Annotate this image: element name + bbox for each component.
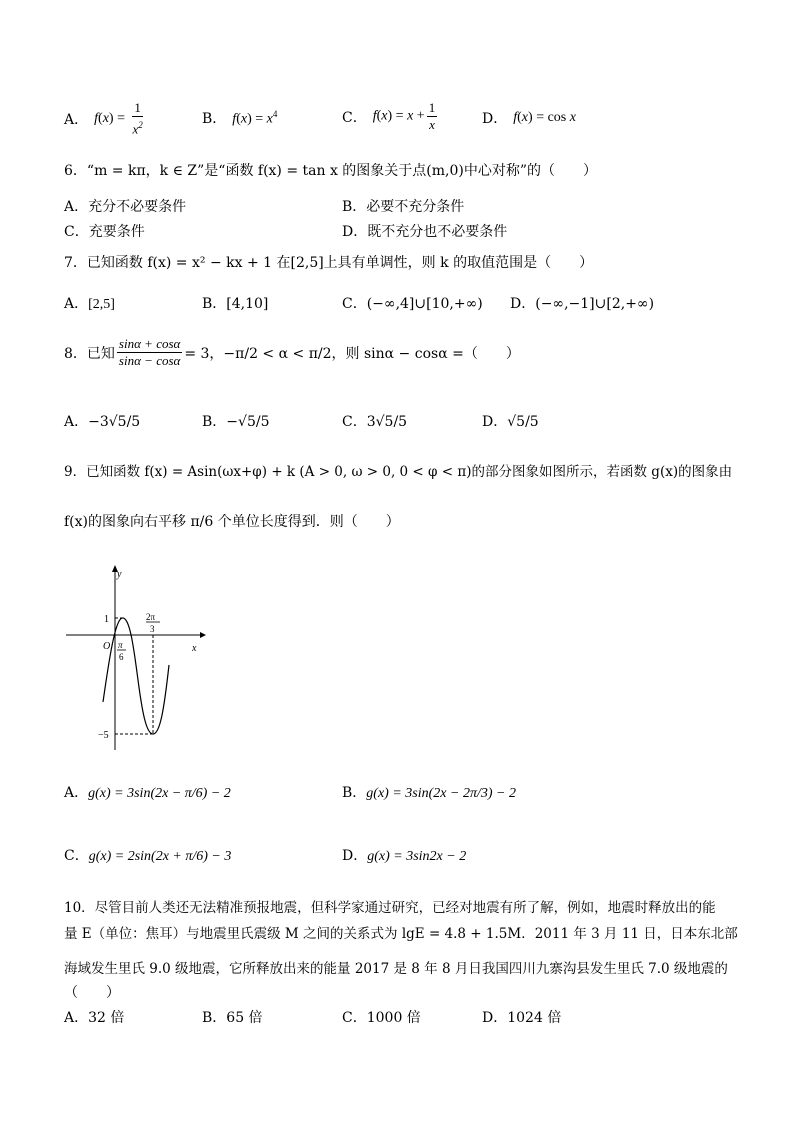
q8-option-d bbox=[482, 411, 539, 431]
q9-stem-line2: f(x)的图象向右平移 π/6 个单位长度得到．则（ ） bbox=[64, 514, 400, 530]
q6-option-a bbox=[64, 196, 186, 216]
option-label: C． bbox=[64, 224, 89, 240]
y-tick-max-label: 1 bbox=[104, 614, 109, 625]
option-label: A． bbox=[64, 111, 89, 128]
q8-option-a bbox=[64, 411, 140, 431]
option-text: g(x) = 3sin2x − 2 bbox=[367, 849, 467, 864]
q10-option-d bbox=[482, 1007, 561, 1027]
q7-option-b bbox=[202, 293, 268, 313]
q7-option-a bbox=[64, 293, 115, 313]
q10-option-b bbox=[202, 1007, 263, 1027]
option-text: (−∞,4]∪[10,+∞) bbox=[366, 296, 483, 312]
q9-option-d bbox=[342, 845, 466, 865]
q5-option-a bbox=[64, 100, 147, 137]
option-text: g(x) = 2sin(2x + π/6) − 3 bbox=[88, 849, 232, 864]
x-tick-pi6-numerator: π bbox=[118, 640, 123, 650]
option-label: B． bbox=[202, 111, 227, 127]
x-axis-label: x bbox=[192, 643, 197, 654]
q7-option-d bbox=[510, 293, 654, 313]
option-expr: f(x) = cos x bbox=[513, 110, 576, 125]
q9-function-graph bbox=[60, 560, 220, 760]
q10-option-a bbox=[64, 1007, 124, 1027]
q10-line4: （ ） bbox=[64, 985, 120, 1001]
option-text: [2,5] bbox=[88, 297, 115, 312]
q5-option-d bbox=[482, 108, 576, 128]
option-label: C． bbox=[342, 296, 367, 312]
option-text: √5/5 bbox=[507, 414, 539, 430]
q8-fraction-denominator: sinα − cosα bbox=[118, 353, 181, 368]
q5-option-b bbox=[202, 108, 277, 128]
q7-stem: 7．已知函数 f(x) = x² − kx + 1 在[2,5]上具有单调性，则 k 的取值范围是（ ） bbox=[64, 255, 594, 271]
option-text: −3√5/5 bbox=[88, 414, 141, 430]
option-text: (−∞,−1]∪[2,+∞) bbox=[535, 296, 655, 312]
q8-stem bbox=[64, 336, 520, 369]
option-text: [4,10] bbox=[226, 296, 269, 312]
option-label: C． bbox=[342, 109, 367, 126]
option-label: A． bbox=[64, 296, 89, 312]
option-label: D． bbox=[342, 848, 368, 864]
option-text: 充要条件 bbox=[88, 224, 145, 240]
x-tick-2pi3-denominator: 3 bbox=[150, 624, 155, 634]
option-label: C． bbox=[64, 848, 89, 864]
q6-stem: 6．“m = kπ，k ∈ Z”是“函数 f(x) = tan x 的图象关于点(m,0)中心对称”的（ ） bbox=[64, 163, 598, 179]
option-text: 必要不充分条件 bbox=[366, 199, 465, 215]
q8-option-c bbox=[342, 411, 407, 431]
option-label: A． bbox=[64, 199, 89, 215]
option-label: B． bbox=[342, 199, 367, 215]
q5-option-c bbox=[342, 100, 439, 133]
x-tick-pi6-denominator: 6 bbox=[119, 652, 124, 662]
q6-option-c bbox=[64, 221, 145, 241]
y-axis-label: y bbox=[117, 569, 122, 580]
option-expr: f(x) = x + $\frac{1}{x}$ bbox=[372, 100, 436, 132]
option-text: 3√5/5 bbox=[366, 414, 408, 430]
option-label: D． bbox=[510, 296, 536, 312]
option-label: A． bbox=[64, 1010, 89, 1026]
option-label: C． bbox=[342, 1010, 367, 1026]
q6-option-b bbox=[342, 196, 464, 216]
option-text: g(x) = 3sin(2x − π/6) − 2 bbox=[88, 786, 231, 801]
q6-option-d bbox=[342, 221, 507, 241]
option-label: C． bbox=[342, 414, 367, 430]
option-text: g(x) = 3sin(2x − 2π/3) − 2 bbox=[366, 786, 516, 801]
option-label: D． bbox=[342, 224, 368, 240]
y-tick-min-label: −5 bbox=[98, 730, 109, 741]
origin-label: O bbox=[103, 641, 111, 652]
option-label: D． bbox=[482, 414, 508, 430]
q10-option-c bbox=[342, 1007, 421, 1027]
option-label: D． bbox=[482, 1010, 508, 1026]
q10-line3: 海域发生里氏 9.0 级地震，它所释放出来的能量 2017 是 8 年 8 月日我国四川九寨沟县发生里氏 7.0 级地震的 bbox=[64, 961, 728, 977]
x-tick-2pi3-numerator: 2π bbox=[146, 612, 156, 622]
option-label: B． bbox=[202, 414, 227, 430]
q8-fraction-numerator: sinα + cosα bbox=[118, 336, 181, 351]
q9-option-a bbox=[64, 782, 231, 802]
option-text: 65 倍 bbox=[226, 1010, 263, 1026]
option-expr: $f(x) = x^4$ bbox=[232, 108, 278, 127]
option-label: A． bbox=[64, 414, 89, 430]
q10-line2: 量 E（单位：焦耳）与地震里氏震级 M 之间的关系式为 lgE = 4.8 + 1.5M．2011 年 3 月 11 日，日本东北部 bbox=[64, 926, 738, 942]
option-text: 充分不必要条件 bbox=[88, 199, 187, 215]
option-text: 既不充分也不必要条件 bbox=[367, 224, 508, 240]
x-axis-arrow-icon bbox=[200, 632, 206, 638]
q8-stem-prefix: 8．已知 bbox=[64, 345, 115, 362]
q9-option-b bbox=[342, 782, 516, 802]
q9-stem-line1: 9．已知函数 f(x) = Asin(ωx+φ) + k (A > 0, ω > 0, 0 < φ < π)的部分图象如图所示，若函数 g(x)的图象由 bbox=[64, 464, 733, 480]
q8-option-b bbox=[202, 411, 269, 431]
option-label: B． bbox=[342, 785, 367, 801]
option-text: 1024 倍 bbox=[507, 1010, 562, 1026]
option-label: B． bbox=[202, 1010, 227, 1026]
option-label: D． bbox=[482, 111, 508, 127]
option-text: −√5/5 bbox=[226, 414, 270, 430]
q10-line1: 10．尽管目前人类还无法精准预报地震，但科学家通过研究，已经对地震有所了解，例如，地震时释放出的能 bbox=[64, 900, 716, 916]
q7-option-c bbox=[342, 293, 483, 313]
q9-option-c bbox=[64, 845, 231, 865]
option-expr: f(x) = $\frac{1}{x^2}$ bbox=[94, 100, 143, 137]
option-label: A． bbox=[64, 785, 89, 801]
q8-stem-rest: = 3，−π/2 < α < π/2，则 sinα − cosα =（ ） bbox=[184, 345, 520, 362]
option-text: 1000 倍 bbox=[366, 1010, 421, 1026]
option-text: 32 倍 bbox=[88, 1010, 125, 1026]
option-label: B． bbox=[202, 296, 227, 312]
q8-ratio-fraction bbox=[117, 336, 182, 369]
